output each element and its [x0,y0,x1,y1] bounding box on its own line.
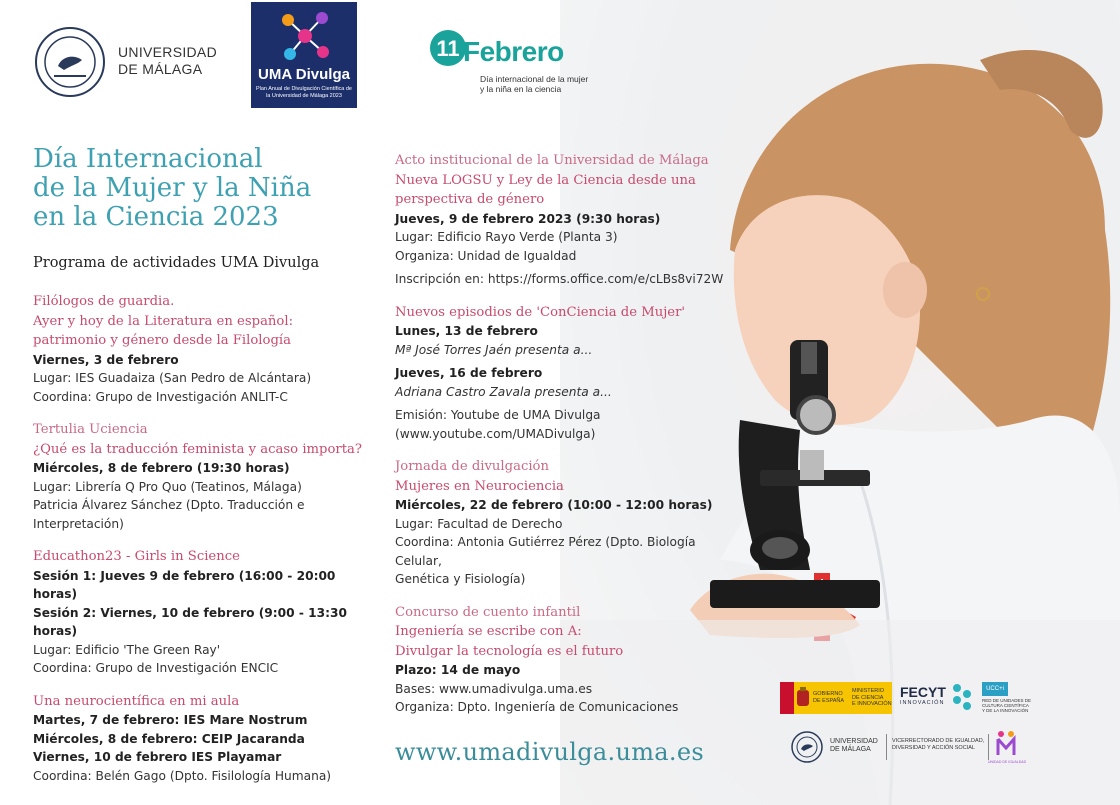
molecule-icon [278,8,332,64]
uma-small-name: UNIVERSIDAD DE MÁLAGA [830,738,878,753]
vicerrectorado-name: VICERRECTORADO DE IGUALDAD, DIVERSIDAD Y ACCIÓN SOCIAL [892,738,985,751]
event-neurociencia: Jornada de divulgación Mujeres en Neurociencia Miércoles, 22 de febrero (10:00 - 12:00 horas) Lugar: Facultad de Derecho Coordina: Antonia Gutiérrez Pérez (Dpto. Biología Celular, Genética y Fisiología) [395,459,713,586]
event-filologos: Filólogos de guardia. Ayer y hoy de la Literatura en español: patrimonio y género desde la Filología Viernes, 3 de febrero Lugar: IES Guadaiza (San Pedro de Alcántara) Coordina: Grupo de Investigación ANLIT-C [33,294,312,404]
signup-link[interactable]: Inscripción en: https://forms.office.com/e/cLBs8vi72W [395,272,724,286]
unidad-igualdad-label: UNIDAD DE IGUALDAD [988,760,1027,764]
right-events-column [395,151,735,731]
event-educathon: Educathon23 - Girls in Science Sesión 1: Jueves 9 de febrero (16:00 - 20:00 horas) Sesión 2: Viernes, 10 de febrero (9:00 - 13:30 horas) Lugar: Edificio 'The Green Ray' Coordina: Grupo de Investigación ENCIC [33,549,347,675]
divulga-name: UMA Divulga [258,66,350,83]
divulga-subtitle: Plan Anual de Divulgación Científica de la Universidad de Málaga 2023 [255,86,352,99]
event-tertulia: Tertulia Uciencia ¿Qué es la traducción feminista y acaso importa? Miércoles, 8 de febrero (19:30 horas) Lugar: Librería Q Pro Quo (Teatinos, Málaga) Patricia Álvarez Sánchez (Dpto. Traducción e Interpretación) [33,422,362,531]
fecyt-logo: FECYT INNOVACIÓN [900,684,980,716]
ucci-logo: UCC+i RED DE UNIDADES DE CULTURA CIENTÍFICA Y DE LA INNOVACIÓN [982,682,1052,722]
youtube-link[interactable]: (www.youtube.com/UMADivulga) [395,426,596,441]
website-link[interactable]: www.umadivulga.uma.es [395,738,704,766]
uma-seal-logo [34,26,106,98]
uma-divulga-logo [251,2,357,108]
fecyt-dots-icon [952,682,974,712]
eleven-febrero-mark [428,28,468,68]
left-events-column [33,292,383,799]
uma-name: UNIVERSIDAD DE MÁLAGA [118,44,217,77]
svg-text:11: 11 [436,36,460,61]
event-neurocientifica: Una neurocientífica en mi aula Martes, 7 de febrero: IES Mare Nostrum Miércoles, 8 de febrero: CEIP Jacaranda Viernes, 10 de febrero IES Playamar Coordina: Belén Gago (Dpto. Fisilología Humana) [33,693,332,783]
event-acto-institucional: Acto institucional de la Universidad de Málaga Nueva LOGSU y Ley de la Ciencia desde una perspectiva de género Jueves, 9 de febrero 2023 (9:30 horas) Lugar: Edificio Rayo Verde (Planta 3) Organiza: Unidad de Igualdad Inscripción en: https://forms.office.com/e/cLBs8vi72W [395,151,735,289]
sponsor-logos [780,680,1110,790]
coat-of-arms-icon [796,687,810,709]
event-conciencia: Nuevos episodios de 'ConCiencia de Mujer' Lunes, 13 de febrero Mª José Torres Jaén presenta a... Jueves, 16 de febrero Adriana Castro Zavala presenta a... Emisión: Youtube de UMA Divulga (www.youtube.com/UMADivulga) [395,303,735,444]
bases-link[interactable]: Bases: www.umadivulga.uma.es [395,681,593,696]
page-title: Día Internacional de la Mujer y la Niña en la Ciencia 2023 [33,144,312,232]
program-subtitle: Programa de actividades UMA Divulga [33,255,320,271]
uma-small-seal-icon [790,730,824,764]
gobierno-espana-logo: GOBIERNO DE ESPAÑA MINISTERIO DE CIENCIA E INNOVACIÓN [780,682,892,714]
febrero-word: Febrero [463,36,564,67]
unidad-igualdad-icon [996,730,1016,758]
event-cuento: Concurso de cuento infantil Ingeniería se escribe con A: Divulgar la tecnología es el futuro Plazo: 14 de mayo Bases: www.umadivulga.uma.es Organiza: Dpto. Ingeniería de Comunicaciones [395,603,735,717]
febrero-subtitle: Día internacional de la mujer y la niña en la ciencia [480,74,589,94]
